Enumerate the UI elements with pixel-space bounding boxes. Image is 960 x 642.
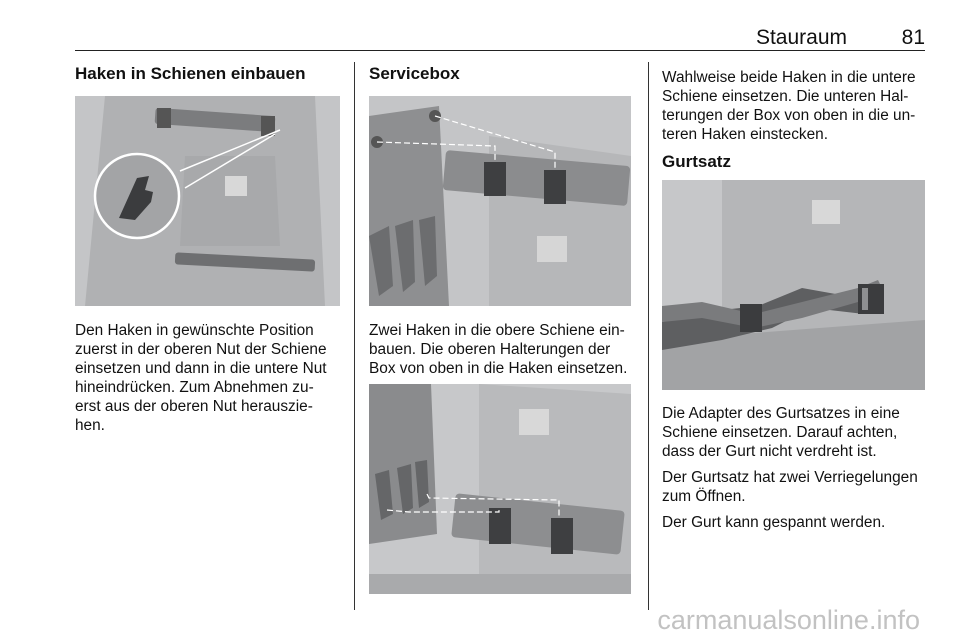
- heading-servicebox: Servicebox: [369, 64, 460, 83]
- text-line: Zwei Haken in die obere Schiene ein-: [369, 322, 625, 339]
- column-divider-2: [648, 62, 649, 610]
- text-servicebox: [369, 321, 634, 378]
- text-line: Schiene einsetzen. Die unteren Hal-: [662, 88, 909, 105]
- column-hook-install: [75, 62, 340, 86]
- text-line: Box von oben in die Haken einsetzen.: [369, 360, 628, 377]
- page-header: [75, 24, 925, 51]
- text-line: Wahlweise beide Haken in die untere: [662, 69, 916, 86]
- figure-servicebox-lower: [369, 384, 631, 594]
- text-line: terungen der Box von oben in die un-: [662, 107, 916, 124]
- text-line: zuerst in der oberen Nut der Schiene: [75, 341, 327, 358]
- text-line: Schiene einsetzen. Darauf achten,: [662, 424, 898, 441]
- text-servicebox-alt: [662, 68, 927, 144]
- section-title: Stauraum: [755, 26, 847, 49]
- text-line: Der Gurtsatz hat zwei Verriegelungen: [662, 469, 918, 486]
- column-divider-1: [354, 62, 355, 610]
- figure-hook-rail: [75, 96, 340, 306]
- figure-servicebox-upper: [369, 96, 631, 306]
- heading-belt-set: Gurtsatz: [662, 152, 731, 171]
- text-line: Der Gurt kann gespannt werden.: [662, 514, 886, 531]
- text-belt-set: [662, 404, 927, 532]
- figure-belt-set: [662, 180, 925, 390]
- text-line: teren Haken einstecken.: [662, 126, 828, 143]
- text-line: hineindrücken. Zum Abnehmen zu-: [75, 379, 314, 396]
- text-line: hen.: [75, 417, 105, 434]
- text-hook-install: [75, 321, 340, 435]
- text-line: einsetzen und dann in die untere Nut: [75, 360, 327, 377]
- text-line: dass der Gurt nicht verdreht ist.: [662, 443, 877, 460]
- heading-hook-install: Haken in Schienen einbauen: [75, 64, 306, 83]
- text-line: erst aus der oberen Nut herauszie-: [75, 398, 313, 415]
- page-number: 81: [901, 26, 925, 49]
- column-servicebox: [369, 62, 634, 86]
- column-belt-set: [662, 150, 927, 174]
- text-line: Den Haken in gewünschte Position: [75, 322, 314, 339]
- text-line: Die Adapter des Gurtsatzes in eine: [662, 405, 900, 422]
- watermark: carmanualsonline.info: [657, 605, 920, 635]
- text-line: bauen. Die oberen Halterungen der: [369, 341, 611, 358]
- text-line: zum Öffnen.: [662, 488, 746, 505]
